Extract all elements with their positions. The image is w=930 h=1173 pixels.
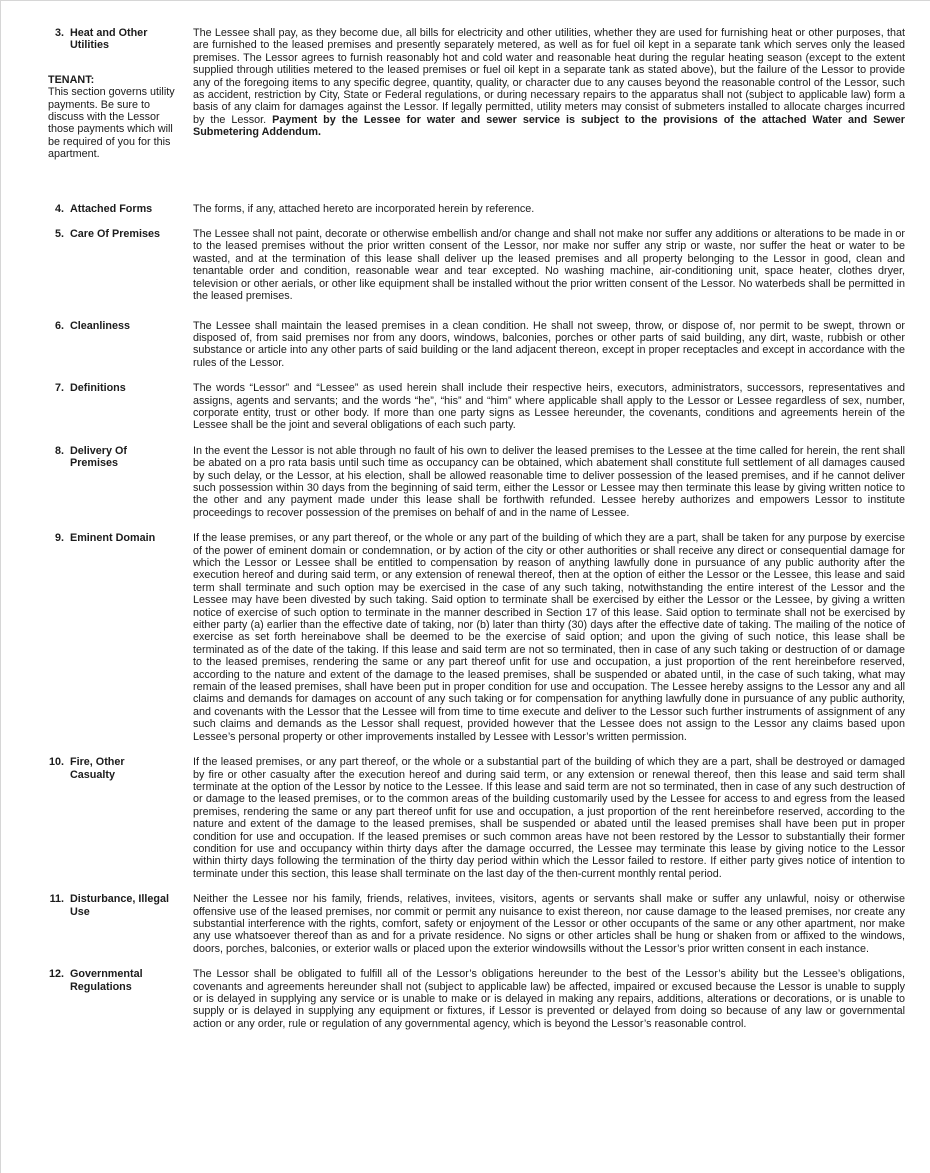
section-attached-forms: [48, 203, 905, 215]
section-body-bold-text: Payment by the Lessee for water and sewer service is subject to the provisions of the attached Water and Sewer Submetering Addendum.: [193, 113, 905, 139]
section-body: [193, 532, 905, 743]
section-title: Heat and Other Utilities: [70, 27, 148, 52]
section-number: 5.: [54, 228, 64, 241]
section-label-column: [48, 445, 193, 519]
section-heading: [48, 532, 193, 544]
section-body-text: The words “Lessor” and “Lessee” as used herein shall include their respective heirs, executors, administrators, successors, representatives and assigns, agents and servants; and the words “he”, “his” and “him” where applicable shall apply to the Lessor or Lessee regardless of sex, number, corporate entity, trust or other body. If more than one party signs as Lessee hereunder, the covenants, conditions and agreements herein of the Lessee shall be the joint and several obligations of each such party.: [193, 382, 905, 432]
section-body-text: The Lessee shall pay, as they become due, all bills for electricity and other utilities, whether they are used for furnishing heat or other purposes, that are furnished to the leased premises and presently separately metered, as well as for fuel oil kept in a separate tank which serves only the leased premises. The Lessor agrees to furnish reasonably hot and cold water and reasonable heat during the regular heating season (except to the extent supplied through utilities metered to the leased premises or fuel oil kept in a separate tank as stated above), but the failure of the Lessor to provide any of the foregoing items to any specific degree, quantity, quality, or character due to any causes beyond the reasonable control of the Lessor, such as accident, restriction by City, State or Federal regulations, or during necessary repairs to the apparatus shall not (subject to applicable law) form a basis of any claim for damages against the Lessor. If legally permitted, utility meters may consist of submeters installed to allocate charges incurred by the Lessor.: [193, 27, 905, 126]
section-disturbance-illegal-use: [48, 893, 905, 955]
section-body-text: If the leased premises, or any part thereof, or the whole or a substantial part of the building of which they are a part, shall be destroyed or damaged by fire or other casualty after the execution hereof and during said term, or any extension or renewal thereof, then this lease and said term shall terminate at the option of the Lessor by notice to the Lessee. If this lease and said term are not so terminated, then in case of any such destruction of or damage to the leased premises, or to the common areas of the building customarily used by the Lessee for access to and egress from the leased premises, rendering the same or any part thereof unfit for use and occupation, a just proportion of the rent hereinbefore reserved, according to the nature and extent of the damage to the leased premises, shall be suspended or abated until the leased premises shall have been put in proper condition for use and occupation. If the leased premises or such common areas have not been restored by the Lessor to substantially their former condition for use and occupancy within thirty days after the damage occurred, the Lessee may terminate this lease by giving notice to the Lessor within thirty days following the termination of the thirty day period within which the Lessor failed to restore. If either party gives notice of intention to terminate under this section, this lease shall terminate on the last day of the then-current monthly rental period.: [193, 756, 905, 880]
section-title: Definitions: [70, 382, 126, 395]
section-label-column: [48, 532, 193, 743]
section-title: Fire, Other Casualty: [70, 756, 125, 781]
section-heading: [48, 203, 193, 215]
section-number: 12.: [48, 968, 64, 981]
section-heading: [48, 228, 193, 240]
section-label-column: [48, 320, 193, 370]
section-body-text: If the lease premises, or any part thereof, or the whole or any part of the building of which they are a part, shall be taken for any purpose by exercise of the power of eminent domain or condemnation, or by action of the city or other authorities or shall receive any direct or consequential damage for which the Lessor or Lessee shall be entitled to compensation by reason of anything lawfully done in pursuance of any public authority after the execution hereof and during said term, or any extension of renewal thereof, then at the option of either the Lessor or the Lessee, this lease and said term shall terminate and such option may be exercised in the case of any such taking, notwithstanding the entire interest of the Lessor and the Lessee may have been divested by such taking. Said option to terminate shall be exercised by either the Lessor or the Lessee, by giving a written notice of exercise of such option to terminate in the manner described in Section 17 of this lease. Said option to terminate shall not be exercised by either party (a) earlier than the effective date of taking, nor (b) later than thirty (30) days after the effective date of taking. The mailing of the notice of exercise as set forth hereinabove shall be deemed to be the exercise of said option; and upon the giving of such notice, this lease shall be terminated as of the date of the taking. If this lease and said term are not so terminated, then in case of any such taking or destruction of or damage to the leased premises, rendering the same or any part thereof unfit for use and occupation, a just proportion of the rent hereinbefore reserved, according to the nature and extent of the damage to the leased premises, shall be suspended or abated until, in the case of such taking, what may remain of the leased premises, shall have been put in proper condition for use and occupation. The Lessee hereby assigns to the Lessor any and all claims and demands for damages on account of any such taking or for compensation for anything lawfully done in pursuance of any public authority, and covenants with the Lessor that the Lessee will from time to time execute and deliver to the Lessor such further instruments of assignment of any such claims and demands as the Lessor shall request, provided however that the Lessee does not assign to the Lessor any claims based upon Lessee’s personal property or other improvements installed by Lessee with Lessor’s written permission.: [193, 532, 905, 743]
section-body: [193, 382, 905, 432]
section-title: Delivery Of Premises: [70, 444, 128, 470]
section-body-text: The Lessee shall maintain the leased premises in a clean condition. He shall not sweep, throw, or dispose of, nor permit to be swept, thrown or disposed of, from said premises nor from any doors, windows, balconies, porches or other parts of said building, any dirt, waste, rubbish or other substance or article into any other parts of said building or the land adjacent thereon, except in proper receptacles and except in accordance with the rules of the Lessor.: [193, 319, 905, 369]
section-fire-other-casualty: [48, 756, 905, 880]
section-cleanliness: [48, 320, 905, 370]
section-number: 6.: [54, 319, 64, 332]
section-number: 9.: [54, 532, 64, 545]
section-governmental-regulations: [48, 968, 905, 1030]
section-body: [193, 445, 905, 519]
section-label-column: [48, 228, 193, 302]
section-number: 4.: [54, 202, 64, 215]
tenant-note: [48, 74, 186, 161]
section-number: 3.: [54, 27, 64, 39]
tenant-note-text: This section governs utility payments. Be sure to discuss with the Lessor those payments which will be required of you for this apartment.: [48, 86, 175, 161]
section-heading: [48, 445, 193, 470]
section-eminent-domain: [48, 532, 905, 743]
section-label-column: [48, 203, 193, 215]
section-body-text: The Lessor shall be obligated to fulfill all of the Lessor’s obligations hereunder to the best of the Lessor’s ability but the Lessee’s obligations, covenants and agreements hereunder shall not (subject to applicable law) be affected, impaired or excused because the Lessor is unable to supply or is delayed in supplying any service or is unable to make or is delayed in making any repairs, additions, alterations or decorations, or is unable to supply or is delayed in supplying any equipment or fixtures, if Lessor is prevented or delayed from doing so because of any law or governmental action or any order, rule or regulation of any governmental agency, which is beyond the Lessor’s reasonable control.: [193, 968, 905, 1030]
section-delivery-of-premises: [48, 445, 905, 519]
section-heading: [48, 756, 193, 781]
section-body: [193, 320, 905, 370]
section-body: [193, 27, 905, 161]
section-heading: [48, 27, 193, 52]
section-title: Eminent Domain: [70, 532, 156, 545]
section-title: Attached Forms: [70, 202, 153, 215]
section-label-column: [48, 382, 193, 432]
section-number: 10.: [48, 756, 64, 769]
section-definitions: [48, 382, 905, 432]
section-label-column: [48, 893, 193, 955]
section-label-column: [48, 27, 193, 161]
section-label-column: [48, 756, 193, 880]
section-number: 7.: [54, 382, 64, 395]
section-title: Governmental Regulations: [70, 968, 143, 993]
section-heading: [48, 893, 193, 918]
section-heading: [48, 382, 193, 394]
section-number: 8.: [54, 444, 64, 457]
section-body-text: The Lessee shall not paint, decorate or otherwise embellish and/or change and shall not make nor suffer any additions or alterations to be made in or to the leased premises without the prior written consent of the Lessor, nor make nor suffer any strip or waste, nor suffer the heat or water to be wasted, and at the termination of this lease shall deliver up the leased premises and all property belonging to the Lessor in good, clean and tenantable order and condition, reasonable wear and tear excepted. No washing machine, air-conditioning unit, space heater, clothes dryer, television or other aerials, or other like equipment shall be installed without the prior written consent of the Lessor. No waterbeds shall be permitted in the leased premises.: [193, 228, 905, 303]
section-label-column: [48, 968, 193, 1030]
section-care-of-premises: [48, 228, 905, 302]
section-body: [193, 756, 905, 880]
section-title: Disturbance, Illegal Use: [70, 893, 170, 918]
section-body-text: The forms, if any, attached hereto are incorporated herein by reference.: [193, 202, 535, 215]
section-body-text: In the event the Lessor is not able through no fault of his own to deliver the leased premises to the Lessee at the time called for herein, the rent shall be abated on a pro rata basis until such time as occupancy can be obtained, which abatement shall constitute full settlement of all damages caused by such delay, or the Lessor, at his election, shall be allowed reasonable time to deliver possession of the leased premises, and if he cannot deliver such possession within 30 days from the beginning of said term, either the Lessor or Lessee may then terminate this lease by giving written notice to the other and any payment made under this lease shall be forthwith refunded. Lessee hereby authorizes and empowers Lessor to institute proceedings to recover possession of the premises on behalf of and in the name of Lessee.: [193, 444, 905, 519]
section-title: Cleanliness: [70, 319, 131, 332]
section-body-text: Neither the Lessee nor his family, friends, relatives, invitees, visitors, agents or servants shall make or suffer any unlawful, noisy or otherwise offensive use of the leased premises, nor commit or permit any nuisance to exist thereon, nor cause damage to the leased premises, nor create any substantial interference with the rights, comfort, safety or enjoyment of the Lessor or other occupants of the same or any other apartment, nor make any use whatsoever thereof than as and for a private residence. No signs or other articles shall be hung or shaken from or affixed to the windows, doors, porches, balconies, or exterior walls or placed upon the exterior windowsills without the Lessor’s prior written consent in each instance.: [193, 893, 905, 955]
section-heat-and-other-utilities: [48, 27, 905, 161]
section-heading: [48, 320, 193, 332]
section-body: [193, 228, 905, 302]
tenant-note-heading: TENANT:: [48, 73, 95, 86]
section-heading: [48, 968, 193, 993]
section-body: [193, 893, 905, 955]
section-body: [193, 968, 905, 1030]
section-body: [193, 203, 905, 215]
section-title: Care Of Premises: [70, 228, 161, 241]
section-number: 11.: [49, 893, 64, 906]
